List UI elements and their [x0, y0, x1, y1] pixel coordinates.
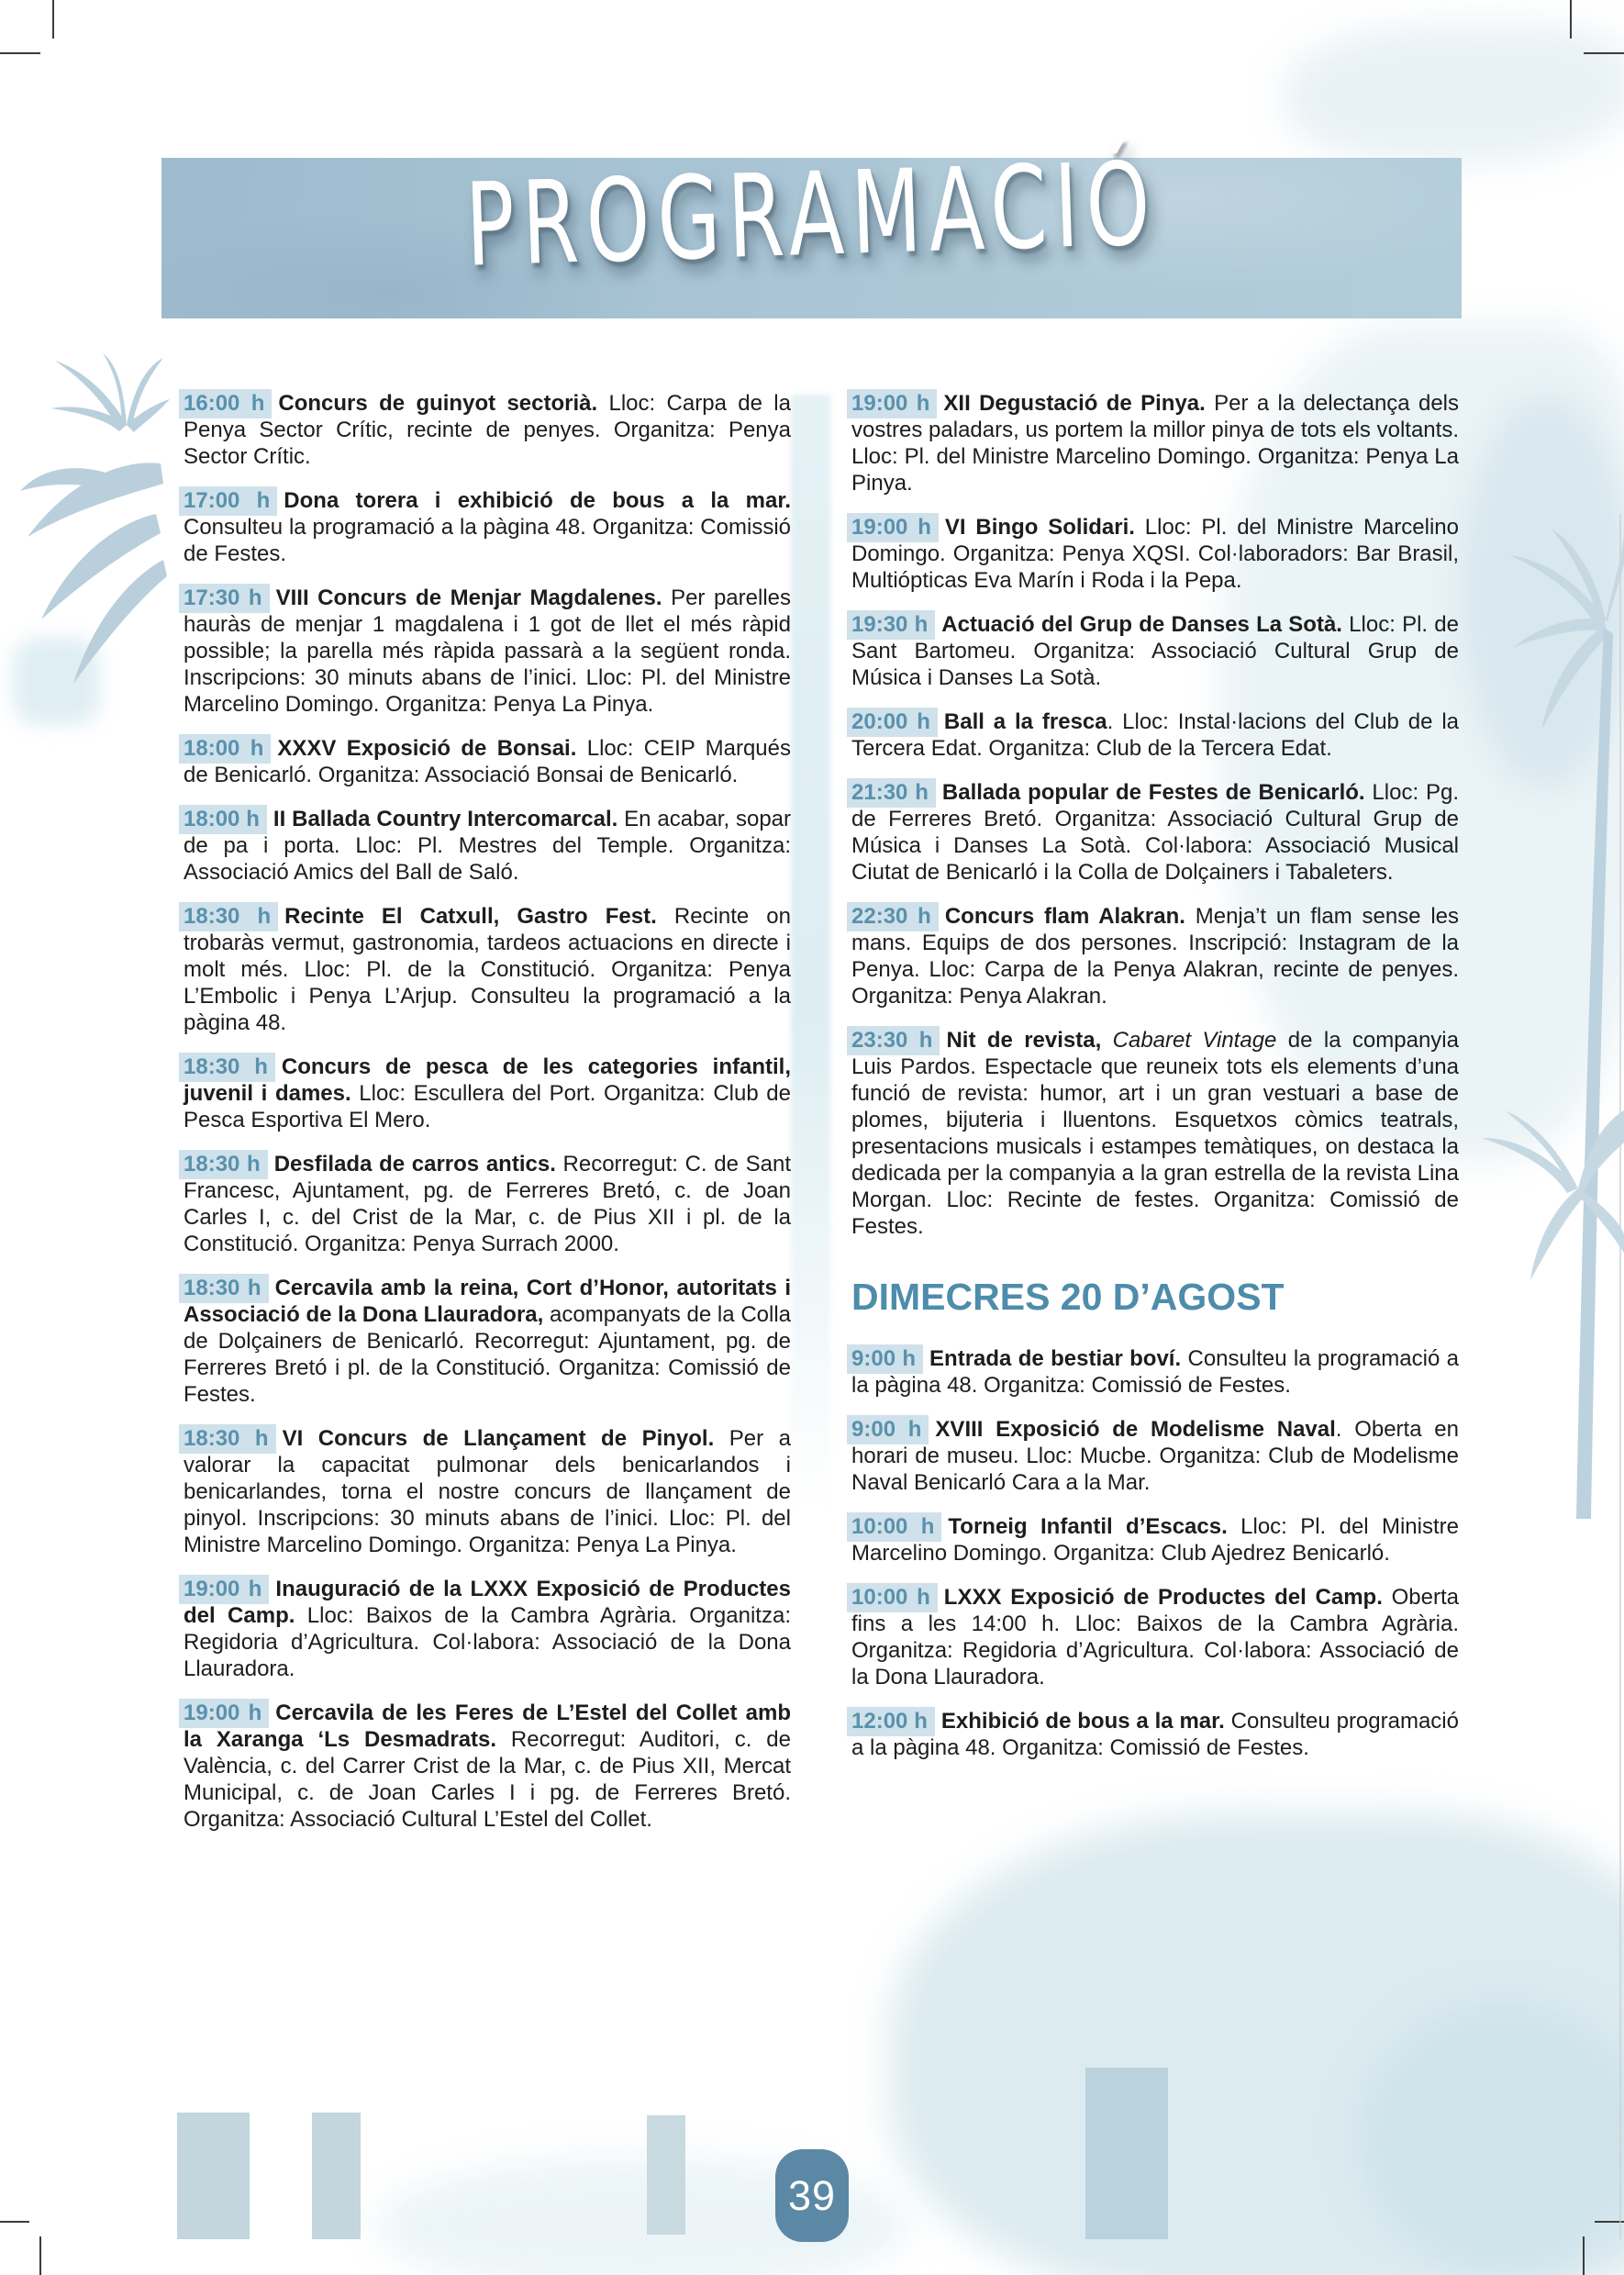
event-description: acompanyats de la Colla de Dolçainers de Benicarló. Recorregut: Ajuntament, pg. de Ferreres Bretó i pl. de la Constitució. Organitza: Comissió de Festes.: [184, 1302, 792, 1407]
event-description: En acabar, sopar de pa i porta. Lloc: Pl. Mestres del Temple. Organitza: Associació Amics del Ball de Saló.: [184, 807, 792, 885]
event-time: 19:00 h: [179, 1699, 269, 1728]
event-entry: [184, 1275, 791, 1408]
event-description: Lloc: Pl. del Ministre Marcelino Domingo. Organitza: Club Ajedrez Benicarló.: [851, 1514, 1459, 1567]
event-time: 17:30 h: [179, 584, 270, 613]
event-time: 18:30 h: [179, 902, 278, 931]
event-title: XVIII Exposició de Modelisme Naval: [935, 1417, 1336, 1443]
event-entry: [851, 1708, 1459, 1761]
decor-bar: [177, 2113, 250, 2239]
event-time: 10:00 h: [847, 1583, 938, 1612]
event-title: VI Bingo Solidari.: [944, 515, 1135, 540]
event-time: 22:30 h: [847, 902, 939, 931]
event-description: Recorregut: C. de Sant Francesc, Ajuntament, pg. de Ferreres Bretó, c. de Joan Carles I, c. del Crist de la Mar, c. de Pius XII i pl. de la Constitució. Organitza: Penya Surrach 2000.: [184, 1152, 791, 1256]
event-description: Lloc: CEIP Marqués de Benicarló. Organitza: Associació Bonsai de Benicarló.: [184, 736, 792, 787]
event-title: VI Concurs de Llançament de Pinyol.: [282, 1426, 715, 1451]
palm-fronds-icon: [18, 353, 170, 693]
event-entry: [184, 806, 791, 886]
event-title: Inauguració de la LXXX Exposició de Productes del Camp.: [184, 1577, 791, 1628]
event-title: Cercavila amb la reina, Cort d’Honor, autoritats i Associació de la Dona Llauradora,: [184, 1276, 791, 1327]
event-time: 17:00 h: [179, 486, 277, 516]
event-description: Lloc: Carpa de la Penya Sector Crític, recinte de penyes. Organitza: Penya Sector Crític.: [184, 391, 791, 469]
event-entry: [184, 1576, 791, 1682]
event-time: 10:00 h: [847, 1512, 941, 1542]
event-title: Ballada popular de Festes de Benicarló.: [941, 780, 1365, 805]
event-description: . Lloc: Instal·lacions del Club de la Tercera Edat. Organitza: Club de la Tercera Edat.: [851, 709, 1460, 761]
crop-mark-top-right: [1584, 52, 1624, 54]
event-title: Cercavila de les Feres de L’Estel del Collet amb la Xaranga ‘Ls Desmadrats.: [184, 1701, 791, 1752]
event-description: Consulteu la programació a la pàgina 48. Organitza: Comissió de Festes.: [184, 515, 791, 566]
event-entry: [851, 1027, 1459, 1240]
event-description: de la companyia Luis Pardos. Espectacle que reuneix tots els elements d’una funció de revista: humor, art i un gran vestuari a base de plomes, bijuteria i lluentons. Esquetxos còmics teatrals, presentacions musicals i estampes temàtiques, on destaca la dedicada per la companyia a la gran estrella de la revista Lina Morgan. Lloc: Recinte de festes. Organitza: Comissió de Festes.: [851, 1028, 1459, 1239]
event-title: Concurs de guinyot sectorià.: [278, 391, 598, 416]
event-time: 16:00 h: [179, 389, 272, 418]
event-description: Oberta fins a les 14:00 h. Lloc: Baixos de la Cambra Agrària. Organitza: Regidoria d’Agricultura. Col·labora: Associació de la Dona Llauradora.: [851, 1585, 1459, 1690]
event-title: Actuació del Grup de Danses La Sotà.: [941, 612, 1342, 637]
event-description: Lloc: Baixos de la Cambra Agrària. Organitza: Regidoria d’Agricultura. Col·labora: Associació de la Dona Llauradora.: [184, 1603, 791, 1681]
event-time: 12:00 h: [847, 1707, 935, 1736]
event-entry: [184, 390, 791, 470]
crop-mark-top-left: [52, 0, 54, 39]
palm-tree-icon: [1468, 509, 1624, 1528]
crop-mark-top-left: [0, 52, 40, 54]
event-title: XII Degustació de Pinya.: [943, 391, 1206, 416]
crop-mark-bottom-left: [39, 2236, 41, 2275]
header-banner: [161, 137, 1462, 318]
event-time: 9:00 h: [847, 1344, 923, 1374]
event-description: Lloc: Escullera del Port. Organitza: Club de Pesca Esportiva El Mero.: [184, 1081, 792, 1132]
page-number-badge: 39: [775, 2149, 849, 2242]
event-title: Desfilada de carros antics.: [273, 1152, 556, 1177]
event-time: 19:00 h: [847, 513, 939, 542]
program-column-left: [184, 390, 791, 1850]
event-time: 19:00 h: [847, 389, 937, 418]
program-column-right: [851, 390, 1459, 1779]
event-time: 18:30 h: [179, 1274, 269, 1303]
event-entry: [851, 708, 1459, 762]
event-title: II Ballada Country Intercomarcal.: [273, 807, 618, 831]
events-tuesday-evening: [851, 390, 1459, 1240]
event-title: Concurs de pesca de les categories infantil, juvenil i dames.: [184, 1054, 791, 1106]
event-title: Torneig Infantil d’Escacs.: [948, 1514, 1228, 1540]
event-time: 18:00 h: [179, 734, 271, 764]
event-description: Per a la delectança dels vostres paladars, us portem la millor pinya de tots els voltants. Lloc: Pl. del Ministre Marcelino Domingo. Organitza: Penya La Pinya.: [851, 391, 1460, 496]
event-entry: [851, 903, 1459, 1009]
event-time: 21:30 h: [847, 778, 936, 808]
events-wednesday-morning: [851, 1345, 1459, 1761]
page-title: PROGRAMACIÓ: [463, 137, 1160, 293]
event-entry: [184, 1700, 791, 1833]
event-time: 20:00 h: [847, 708, 938, 737]
event-description: Per parelles hauràs de menjar 1 magdalena i 1 got de llet el més ràpid possible; la parella més ràpida passarà a la següent ronda. Inscripcions: 30 minuts abans de l’inici. Lloc: Pl. del Ministre Marcelino Domingo. Organitza: Penya La Pinya.: [184, 585, 792, 717]
event-entry: [851, 1584, 1459, 1690]
event-description: Lloc: Pl. de Sant Bartomeu. Organitza: Associació Cultural Grup de Música i Danses La Sotà.: [851, 612, 1459, 690]
decor-bar: [647, 2115, 685, 2235]
event-description: Per a valorar la capacitat pulmonar dels benicarlandos i benicarlandes, torna el nostre concurs de llançament de pinyol. Inscripcions: 30 minuts abans de l’inici. Lloc: Pl. del Ministre Marcelino Domingo. Organitza: Penya La Pinya.: [184, 1426, 791, 1557]
event-entry: [851, 1513, 1459, 1567]
event-time: 23:30 h: [847, 1026, 940, 1055]
crop-mark-bottom-left: [0, 2221, 29, 2223]
event-entry: [851, 1416, 1459, 1496]
decor-bar: [1085, 2068, 1168, 2239]
event-entry: [184, 487, 791, 567]
event-time: 18:30 h: [179, 1150, 268, 1179]
event-time: 18:00 h: [179, 805, 267, 834]
event-entry: [184, 1151, 791, 1257]
gutter-watercolor-strip: [791, 395, 830, 1510]
event-title: Dona torera i exhibició de bous a la mar.: [284, 488, 792, 513]
event-title-italic: Cabaret Vintage: [1112, 1028, 1277, 1053]
event-title: XXXV Exposició de Bonsai.: [277, 736, 577, 761]
section-heading-dimecres: DIMECRES 20 D’AGOST: [851, 1276, 1285, 1318]
event-title: Concurs flam Alakran.: [944, 904, 1185, 929]
decor-bar: [312, 2113, 361, 2239]
event-title: LXXX Exposició de Productes del Camp.: [943, 1585, 1383, 1611]
crop-mark-bottom-right: [1583, 2236, 1585, 2275]
event-description: Consulteu programació a la pàgina 48. Organitza: Comissió de Festes.: [851, 1709, 1459, 1761]
event-description: Consulteu la programació a la pàgina 48. Organitza: Comissió de Festes.: [851, 1346, 1459, 1399]
event-entry: [184, 903, 791, 1036]
event-entry: [184, 585, 791, 718]
event-description: Recorregut: Auditori, c. de València, c. del Carrer Crist de la Mar, c. de Pius XII, Mercat Municipal, c. de Joan Carles I i pg. de Ferreres Bretó. Organitza: Associació Cultural L’Estel del Collet.: [184, 1727, 791, 1832]
event-entry: [184, 1425, 791, 1558]
event-title: Ball a la fresca: [943, 709, 1107, 734]
event-entry: [184, 1054, 791, 1133]
event-title: Exhibició de bous a la mar.: [940, 1709, 1225, 1734]
event-entry: [851, 779, 1459, 886]
event-time: 18:30 h: [179, 1424, 276, 1454]
event-time: 19:30 h: [847, 610, 935, 640]
event-title: VIII Concurs de Menjar Magdalenes.: [275, 585, 662, 610]
event-title: Entrada de bestiar boví.: [929, 1346, 1182, 1372]
event-description: Menja’t un flam sense les mans. Equips de dos persones. Inscripció: Instagram de la Penya. Lloc: Carpa de la Penya Alakran, recinte de penyes. Organitza: Penya Alakran.: [851, 904, 1459, 1009]
event-description: . Oberta en horari de museu. Lloc: Mucbe. Organitza: Club de Modelisme Naval Benicarló Cara a la Mar.: [851, 1417, 1459, 1496]
event-time: 18:30 h: [179, 1053, 275, 1082]
event-entry: [851, 514, 1459, 594]
event-time: 19:00 h: [179, 1575, 269, 1604]
event-title: Nit de revista,: [946, 1028, 1113, 1053]
event-description: Recinte on trobaràs vermut, gastronomia, tardeos actuacions en directe i molt més. Lloc: Pl. de la Constitució. Organitza: Penya L’Embolic i Penya L’Arjup. Consulteu la programació a la pàgina 48.: [184, 904, 791, 1035]
event-entry: [851, 390, 1459, 496]
crop-mark-top-right: [1570, 0, 1572, 39]
event-time: 9:00 h: [847, 1415, 929, 1444]
event-description: Lloc: Pl. del Ministre Marcelino Domingo. Organitza: Penya XQSI. Col·laboradors: Bar Brasil, Multiópticas Eva Marín i Roda i la Pepa.: [851, 515, 1459, 593]
event-title: Recinte El Catxull, Gastro Fest.: [284, 904, 657, 929]
event-entry: [851, 611, 1459, 691]
event-entry: [184, 735, 791, 788]
event-description: Lloc: Pg. de Ferreres Bretó. Organitza: Associació Cultural Grup de Música i Danses La Sotà. Col·labora: Associació Musical Ciutat de Benicarló i la Colla de Dolçainers i Tabaleters.: [851, 780, 1459, 885]
event-entry: [851, 1345, 1459, 1399]
